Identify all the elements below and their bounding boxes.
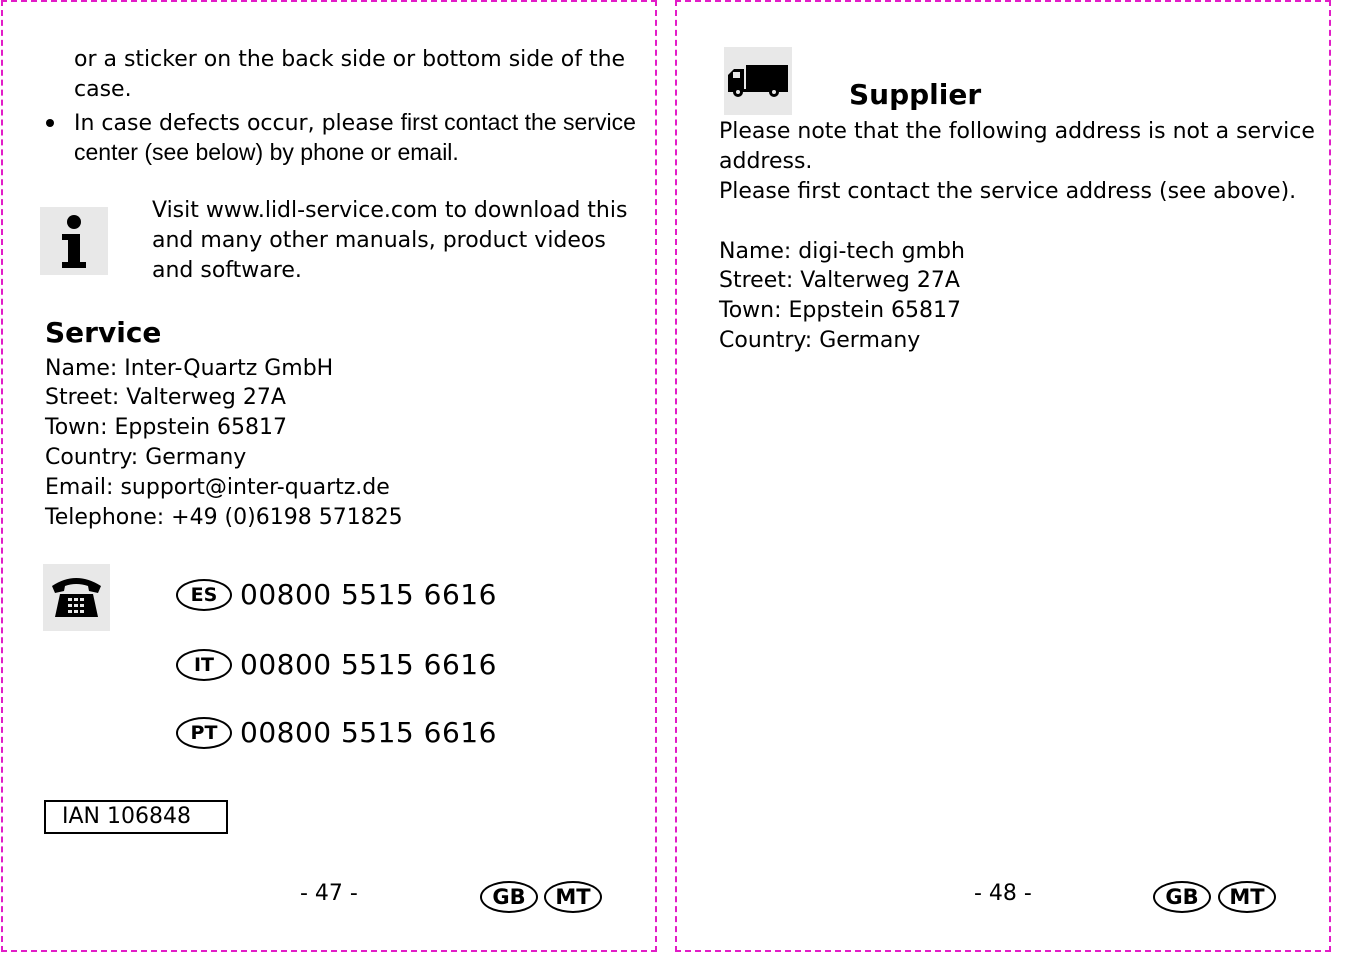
service-email: Email: support@inter-quartz.de xyxy=(45,475,390,500)
ian-box: IAN 106848 xyxy=(44,800,228,834)
bullet-point xyxy=(46,119,54,127)
supplier-name: Name: digi-tech gmbh xyxy=(719,239,965,264)
service-street: Street: Valterweg 27A xyxy=(45,385,286,410)
language-badge-gb: GB xyxy=(1153,881,1211,913)
language-badge-mt: MT xyxy=(1218,881,1276,913)
telephone-icon xyxy=(43,564,110,631)
supplier-street: Street: Valterweg 27A xyxy=(719,268,960,293)
bullet-line-1-emphasis: first contact the service xyxy=(400,109,636,135)
language-badge-mt: MT xyxy=(544,881,602,913)
supplier-town: Town: Eppstein 65817 xyxy=(719,298,961,323)
service-town: Town: Eppstein 65817 xyxy=(45,415,287,440)
service-telephone: Telephone: +49 (0)6198 571825 xyxy=(45,505,403,530)
bullet-line-1-normal: In case defects occur, please xyxy=(74,111,401,136)
hotline-number: 00800 5515 6616 xyxy=(240,578,497,611)
service-name: Name: Inter-Quartz GmbH xyxy=(45,356,334,381)
info-line-2: and many other manuals, product videos xyxy=(152,228,606,253)
hotline-row-es xyxy=(176,578,497,611)
supplier-note-line-3: Please first contact the service address (see above). xyxy=(719,179,1297,204)
info-line-3: and software. xyxy=(152,258,302,283)
page-number-right: - 48 - xyxy=(974,881,1032,906)
country-code-badge: IT xyxy=(176,649,232,681)
supplier-note-line-1: Please note that the following address is not a service xyxy=(719,119,1315,144)
hotline-row-pt xyxy=(176,716,497,749)
bullet-line-1 xyxy=(74,107,636,139)
intro-line-2: case. xyxy=(74,77,132,102)
language-badge-gb: GB xyxy=(480,881,538,913)
hotline-number: 00800 5515 6616 xyxy=(240,648,497,681)
hotline-number: 00800 5515 6616 xyxy=(240,716,497,749)
intro-line-1: or a sticker on the back side or bottom side of the xyxy=(74,47,626,72)
info-line-1: Visit www.lidl-service.com to download this xyxy=(152,198,628,223)
country-code-badge: PT xyxy=(176,717,232,749)
supplier-country: Country: Germany xyxy=(719,328,921,353)
country-code-badge: ES xyxy=(176,579,232,611)
supplier-note-line-2: address. xyxy=(719,149,813,174)
service-country: Country: Germany xyxy=(45,445,247,470)
info-icon xyxy=(40,207,108,275)
hotline-row-it xyxy=(176,648,497,681)
service-heading: Service xyxy=(45,316,162,349)
page-number-left: - 47 - xyxy=(300,881,358,906)
truck-icon xyxy=(724,47,792,115)
supplier-heading: Supplier xyxy=(849,78,982,111)
bullet-line-2: center (see below) by phone or email. xyxy=(74,139,459,165)
